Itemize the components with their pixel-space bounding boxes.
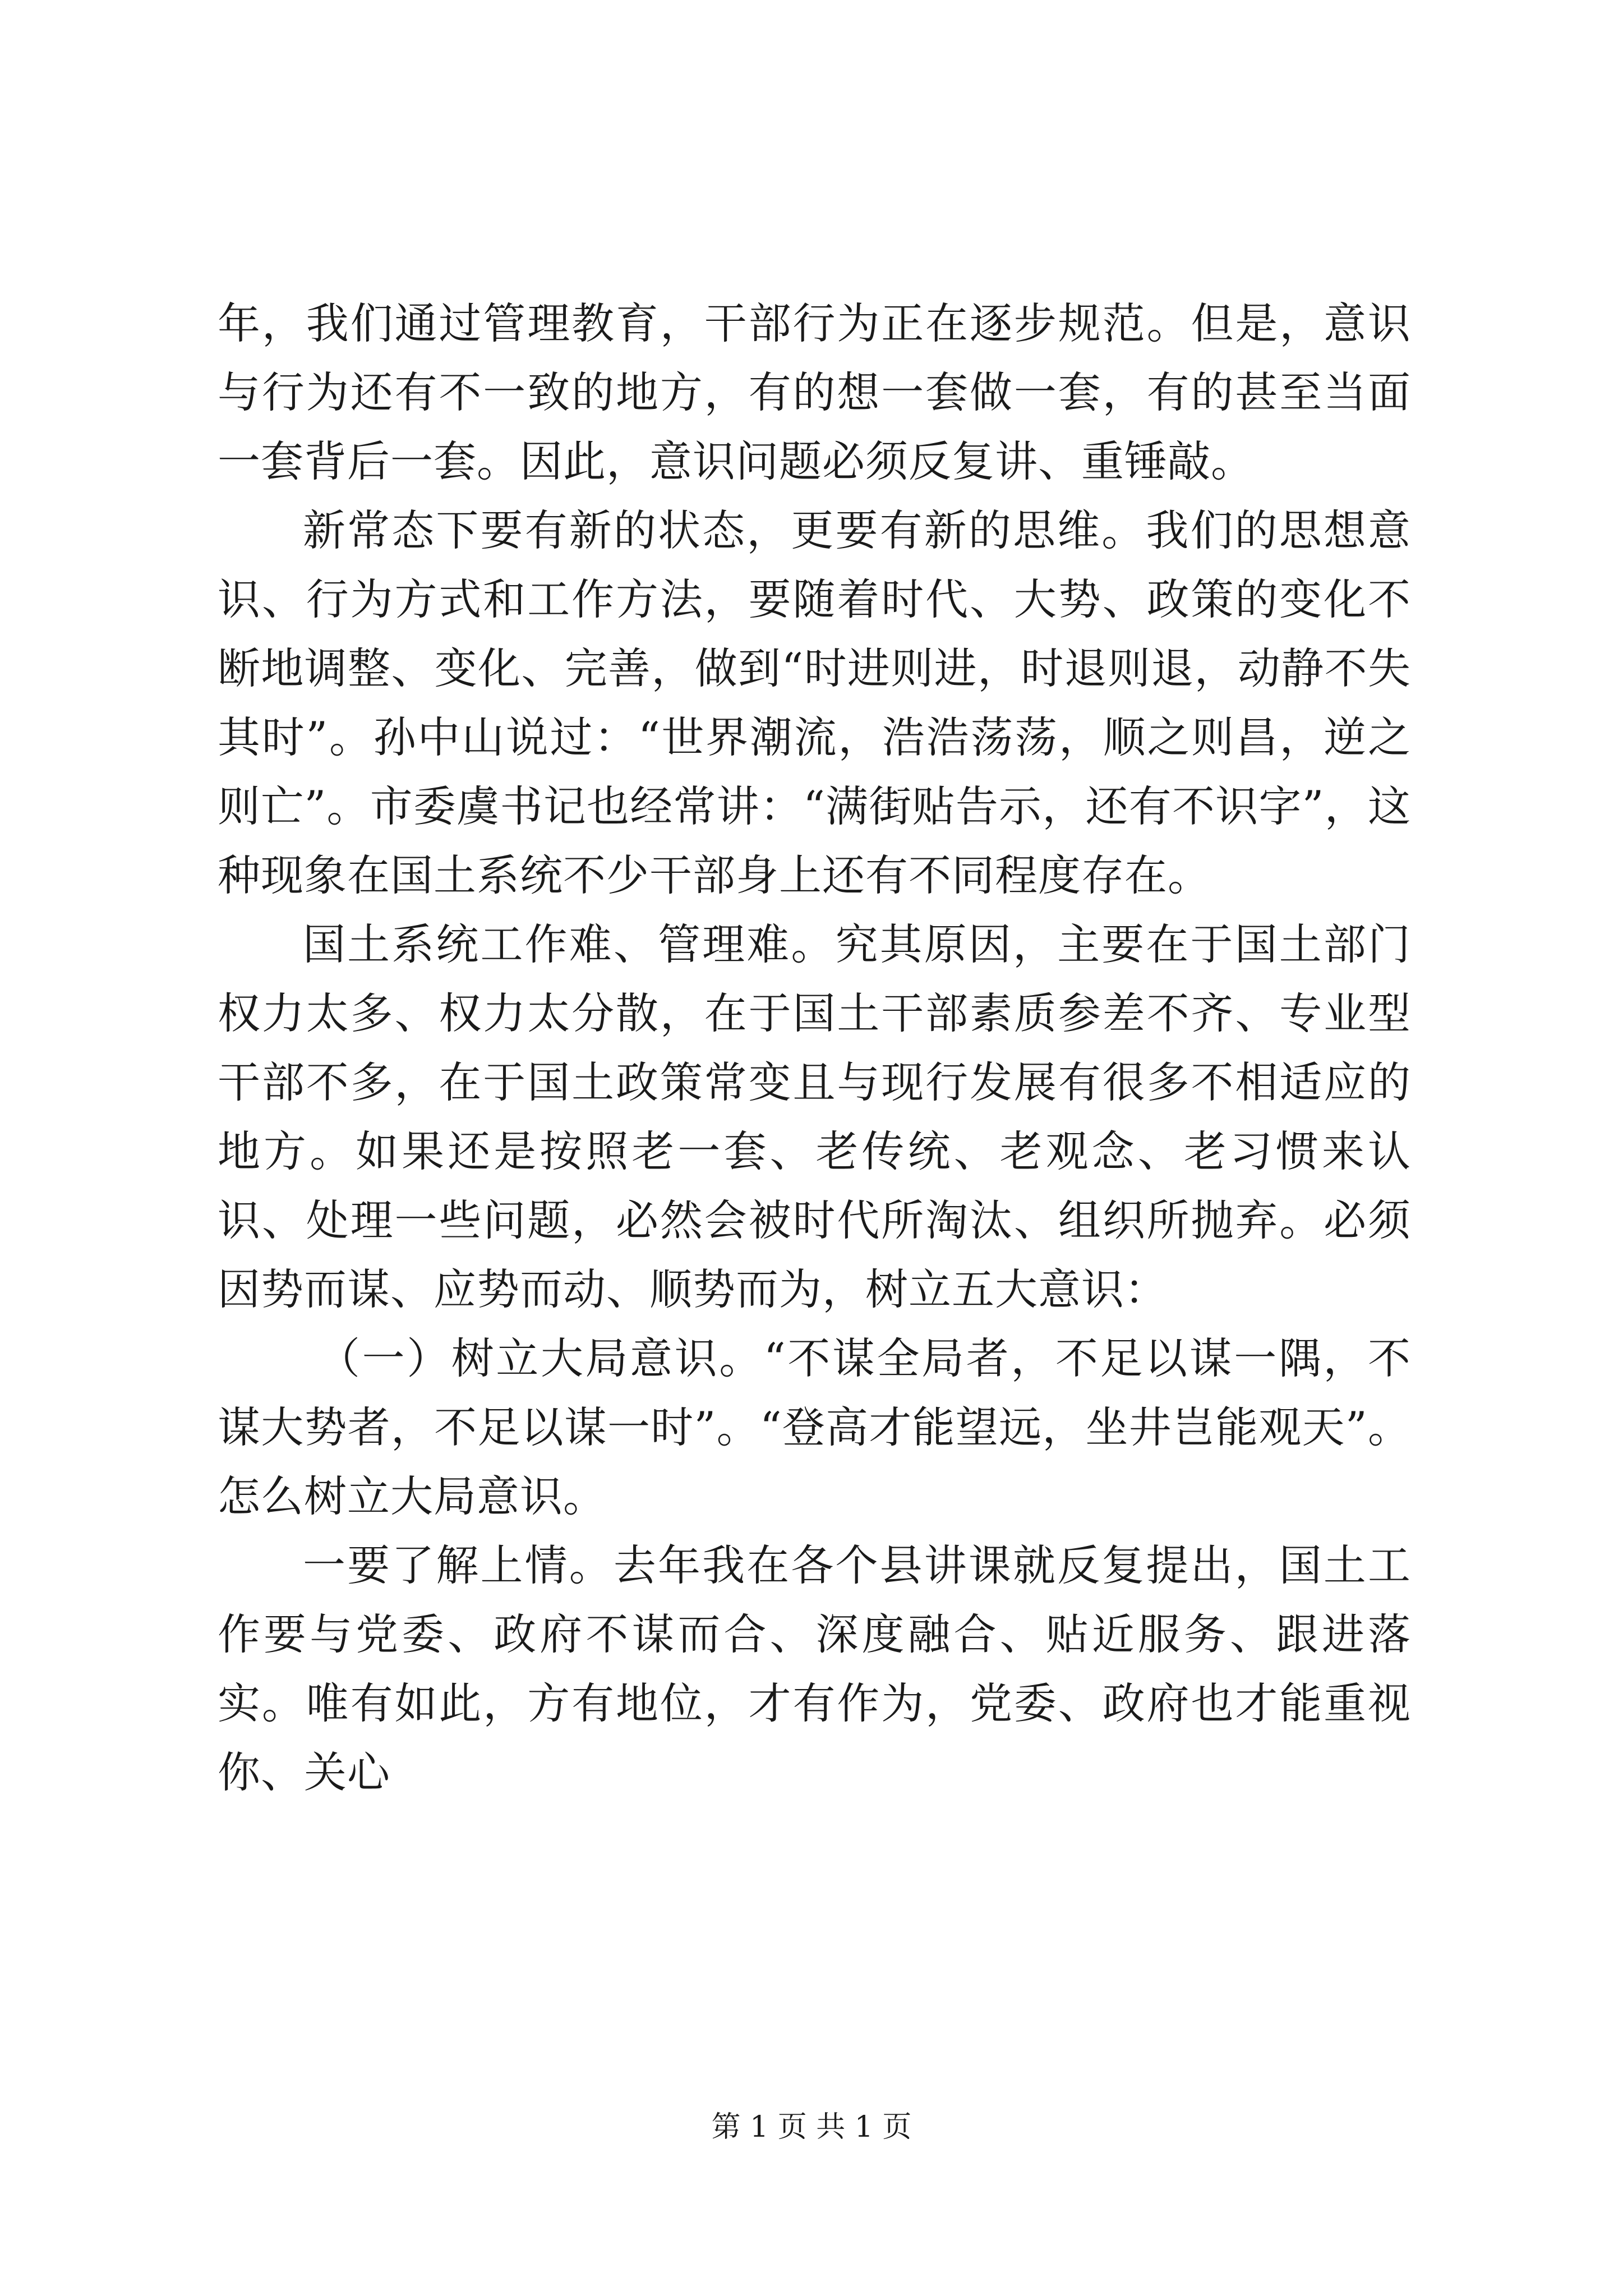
paragraph-continuation: 年，我们通过管理教育，干部行为正在逐步规范。但是，意识与行为还有不一致的地方，有的想一套做一套，有的甚至当面一套背后一套。因此，意识问题必须反复讲、重锤敲。 xyxy=(218,298,1411,486)
paragraph-understand-superior: 一要了解上情。去年我在各个县讲课就反复提出，国土工作要与党委、政府不谋而合、深度融合、贴近服务、跟进落实。唯有如此，方有地位，才有作为，党委、政府也才能重视你、关心 xyxy=(218,1540,1411,1797)
paragraph-land-system: 国土系统工作难、管理难。究其原因，主要在于国土部门权力太多、权力太分散，在于国土干部素质参差不齐、专业型干部不多，在于国土政策常变且与现行发展有很多不相适应的地方。如果还是按照老一套、老传统、老观念、老习惯来认识、处理一些问题，必然会被时代所淘汰、组织所抛弃。必须因势而谋、应势而动、顺势而为，树立五大意识： xyxy=(218,919,1411,1314)
paragraph-new-normal: 新常态下要有新的状态，更要有新的思维。我们的思想意识、行为方式和工作方法，要随着时代、大势、政策的变化不断地调整、变化、完善，做到“时进则进，时退则退，动静不失其时”。孙中山说过：“世界潮流，浩浩荡荡，顺之则昌，逆之则亡”。市委虞书记也经常讲：“满街贴告示，还有不识字”，这种现象在国土系统不少干部身上还有不同程度存在。 xyxy=(218,505,1411,900)
document-body xyxy=(218,289,1411,1807)
paragraph-section-one: （一）树立大局意识。“不谋全局者，不足以谋一隅，不谋大势者，不足以谋一时”。“登高才能望远，坐井岂能观天”。怎么树立大局意识。 xyxy=(218,1333,1411,1521)
page-footer: 第 1 页 共 1 页 xyxy=(711,2110,912,2144)
